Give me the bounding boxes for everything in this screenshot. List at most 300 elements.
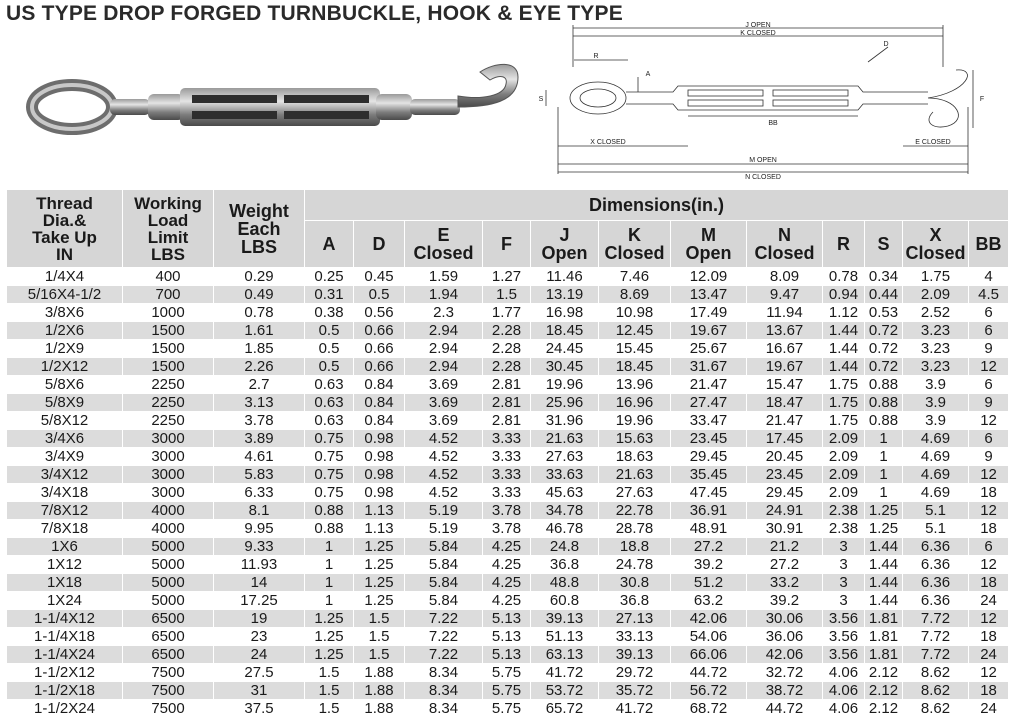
- table-cell: 6500: [123, 646, 214, 664]
- table-cell: 3: [823, 592, 865, 610]
- table-cell: 0.56: [354, 304, 405, 322]
- table-cell: 18: [969, 574, 1009, 592]
- table-cell: 27.47: [671, 394, 747, 412]
- table-cell: 27.63: [599, 484, 671, 502]
- table-cell: 3.56: [823, 628, 865, 646]
- table-cell: 3.78: [483, 520, 531, 538]
- table-cell: 25.67: [671, 340, 747, 358]
- table-cell: 1.75: [903, 268, 969, 286]
- table-cell: 39.2: [671, 556, 747, 574]
- table-cell: 1.88: [354, 664, 405, 682]
- turnbuckle-photo: [20, 62, 530, 162]
- table-cell: 6: [969, 430, 1009, 448]
- table-cell: 30.45: [531, 358, 599, 376]
- table-cell: 1.25: [354, 592, 405, 610]
- table-row: [7, 592, 1009, 610]
- table-cell: 4.69: [903, 430, 969, 448]
- table-cell: 48.8: [531, 574, 599, 592]
- label-j-open: J OPEN: [745, 22, 771, 29]
- table-cell: 34.78: [531, 502, 599, 520]
- table-cell: 9.95: [214, 520, 305, 538]
- header-working-load: Working Load Limit LBS: [123, 190, 214, 268]
- table-cell: 18: [969, 520, 1009, 538]
- label-a: A: [645, 71, 651, 78]
- table-cell: 31: [214, 682, 305, 700]
- table-cell: 24: [969, 646, 1009, 664]
- table-cell: 3: [823, 538, 865, 556]
- table-cell: 1.25: [354, 574, 405, 592]
- label-x-closed: X CLOSED: [590, 139, 626, 146]
- table-cell: 20.45: [747, 448, 823, 466]
- table-cell: 5.84: [405, 538, 483, 556]
- table-cell: 24.78: [599, 556, 671, 574]
- table-cell: 12: [969, 664, 1009, 682]
- table-cell: 1X24: [7, 592, 123, 610]
- table-cell: 8.34: [405, 700, 483, 718]
- table-cell: 1/2X6: [7, 322, 123, 340]
- table-cell: 33.47: [671, 412, 747, 430]
- label-f: F: [979, 96, 985, 103]
- table-cell: 5.13: [483, 628, 531, 646]
- table-cell: 10.98: [599, 304, 671, 322]
- table-cell: 0.5: [354, 286, 405, 304]
- table-row: [7, 520, 1009, 538]
- table-cell: 2.09: [823, 448, 865, 466]
- table-cell: 2.09: [903, 286, 969, 304]
- table-cell: 5.83: [214, 466, 305, 484]
- table-cell: 0.5: [305, 340, 354, 358]
- table-cell: 6500: [123, 628, 214, 646]
- table-cell: 44.72: [747, 700, 823, 718]
- table-cell: 6500: [123, 610, 214, 628]
- table-cell: 1.85: [214, 340, 305, 358]
- table-cell: 1.77: [483, 304, 531, 322]
- table-cell: 24: [969, 700, 1009, 718]
- table-cell: 35.45: [671, 466, 747, 484]
- table-cell: 1X12: [7, 556, 123, 574]
- header-dim-j: J Open: [531, 221, 599, 268]
- table-cell: 6.36: [903, 574, 969, 592]
- table-cell: 27.5: [214, 664, 305, 682]
- header-dim-s: S: [865, 221, 903, 268]
- table-cell: 1500: [123, 322, 214, 340]
- table-cell: 47.45: [671, 484, 747, 502]
- table-cell: 18.63: [599, 448, 671, 466]
- table-cell: 5.84: [405, 574, 483, 592]
- table-cell: 0.53: [865, 304, 903, 322]
- table-row: [7, 574, 1009, 592]
- table-cell: 19: [214, 610, 305, 628]
- table-cell: 15.45: [599, 340, 671, 358]
- table-cell: 11.46: [531, 268, 599, 286]
- header-dim-k: K Closed: [599, 221, 671, 268]
- table-cell: 1.5: [354, 646, 405, 664]
- table-cell: 2.7: [214, 376, 305, 394]
- table-cell: 3.23: [903, 322, 969, 340]
- table-cell: 4.69: [903, 448, 969, 466]
- table-cell: 36.91: [671, 502, 747, 520]
- table-cell: 18.45: [599, 358, 671, 376]
- table-cell: 3000: [123, 430, 214, 448]
- table-cell: 3000: [123, 484, 214, 502]
- table-cell: 4.25: [483, 538, 531, 556]
- table-cell: 3.69: [405, 412, 483, 430]
- table-cell: 48.91: [671, 520, 747, 538]
- table-cell: 16.98: [531, 304, 599, 322]
- spec-table: [6, 189, 1009, 718]
- table-cell: 4.52: [405, 448, 483, 466]
- table-cell: 3/8X6: [7, 304, 123, 322]
- table-cell: 1.5: [305, 664, 354, 682]
- table-cell: 12: [969, 358, 1009, 376]
- table-cell: 3/4X18: [7, 484, 123, 502]
- table-cell: 38.72: [747, 682, 823, 700]
- table-cell: 23.45: [747, 466, 823, 484]
- table-cell: 3.69: [405, 394, 483, 412]
- table-cell: 1: [305, 574, 354, 592]
- label-s: S: [538, 96, 544, 103]
- table-cell: 18: [969, 484, 1009, 502]
- table-cell: 4.25: [483, 574, 531, 592]
- table-cell: 13.67: [747, 322, 823, 340]
- table-cell: 1.44: [823, 322, 865, 340]
- table-cell: 1.44: [865, 556, 903, 574]
- table-cell: 12: [969, 556, 1009, 574]
- table-cell: 13.96: [599, 376, 671, 394]
- table-cell: 1.25: [354, 538, 405, 556]
- table-cell: 33.2: [747, 574, 823, 592]
- table-cell: 9.33: [214, 538, 305, 556]
- table-cell: 4.06: [823, 664, 865, 682]
- table-cell: 9.47: [747, 286, 823, 304]
- table-row: [7, 430, 1009, 448]
- table-cell: 7.22: [405, 610, 483, 628]
- table-cell: 31.67: [671, 358, 747, 376]
- table-cell: 28.78: [599, 520, 671, 538]
- table-cell: 1: [865, 448, 903, 466]
- table-cell: 68.72: [671, 700, 747, 718]
- table-cell: 12.45: [599, 322, 671, 340]
- table-cell: 3.33: [483, 466, 531, 484]
- table-cell: 3.56: [823, 646, 865, 664]
- table-cell: 1: [865, 430, 903, 448]
- header-dim-f: F: [483, 221, 531, 268]
- table-cell: 18.45: [531, 322, 599, 340]
- table-cell: 3000: [123, 448, 214, 466]
- table-cell: 15.63: [599, 430, 671, 448]
- table-cell: 2.3: [405, 304, 483, 322]
- table-cell: 8.69: [599, 286, 671, 304]
- page-title: US TYPE DROP FORGED TURNBUCKLE, HOOK & EYE TYPE: [6, 2, 623, 25]
- table-cell: 0.84: [354, 394, 405, 412]
- table-cell: 6: [969, 322, 1009, 340]
- table-cell: 21.47: [747, 412, 823, 430]
- table-cell: 12: [969, 502, 1009, 520]
- table-cell: 24.91: [747, 502, 823, 520]
- table-cell: 36.8: [531, 556, 599, 574]
- table-cell: 0.38: [305, 304, 354, 322]
- table-cell: 5.19: [405, 520, 483, 538]
- table-cell: 7.72: [903, 628, 969, 646]
- table-cell: 6.36: [903, 556, 969, 574]
- table-cell: 29.45: [671, 448, 747, 466]
- table-cell: 0.66: [354, 322, 405, 340]
- table-cell: 1.13: [354, 502, 405, 520]
- table-cell: 4.5: [969, 286, 1009, 304]
- table-cell: 9: [969, 340, 1009, 358]
- table-cell: 0.34: [865, 268, 903, 286]
- table-cell: 5/8X6: [7, 376, 123, 394]
- table-cell: 0.88: [305, 502, 354, 520]
- table-cell: 7500: [123, 700, 214, 718]
- table-cell: 18: [969, 682, 1009, 700]
- table-cell: 2250: [123, 394, 214, 412]
- table-cell: 3.23: [903, 340, 969, 358]
- table-cell: 4.52: [405, 484, 483, 502]
- table-cell: 0.66: [354, 358, 405, 376]
- table-cell: 27.2: [671, 538, 747, 556]
- table-cell: 11.93: [214, 556, 305, 574]
- table-cell: 2.38: [823, 520, 865, 538]
- table-cell: 21.2: [747, 538, 823, 556]
- table-cell: 3000: [123, 466, 214, 484]
- table-cell: 0.75: [305, 484, 354, 502]
- table-cell: 0.88: [865, 412, 903, 430]
- table-cell: 21.47: [671, 376, 747, 394]
- table-cell: 0.75: [305, 430, 354, 448]
- table-cell: 0.88: [305, 520, 354, 538]
- table-cell: 0.5: [305, 322, 354, 340]
- table-cell: 33.13: [599, 628, 671, 646]
- table-cell: 4.61: [214, 448, 305, 466]
- table-cell: 0.84: [354, 412, 405, 430]
- header-thread: Thread Dia.& Take Up IN: [7, 190, 123, 268]
- label-m-open: M OPEN: [749, 157, 777, 164]
- label-n-closed: N CLOSED: [745, 174, 781, 181]
- table-cell: 1-1/4X12: [7, 610, 123, 628]
- table-row: [7, 322, 1009, 340]
- table-cell: 1.25: [305, 628, 354, 646]
- table-cell: 3.9: [903, 412, 969, 430]
- table-cell: 5000: [123, 592, 214, 610]
- label-e-closed: E CLOSED: [915, 139, 951, 146]
- table-cell: 7.72: [903, 646, 969, 664]
- table-cell: 17.45: [747, 430, 823, 448]
- table-cell: 12.09: [671, 268, 747, 286]
- table-cell: 1.81: [865, 646, 903, 664]
- table-cell: 7.22: [405, 646, 483, 664]
- header-dim-m: M Open: [671, 221, 747, 268]
- table-cell: 0.63: [305, 376, 354, 394]
- header-dim-d: D: [354, 221, 405, 268]
- table-cell: 1.25: [305, 646, 354, 664]
- table-cell: 3.33: [483, 430, 531, 448]
- table-cell: 2.28: [483, 322, 531, 340]
- table-cell: 23: [214, 628, 305, 646]
- table-cell: 1: [865, 484, 903, 502]
- table-cell: 0.72: [865, 340, 903, 358]
- table-cell: 1.75: [823, 412, 865, 430]
- table-cell: 16.96: [599, 394, 671, 412]
- table-cell: 5000: [123, 574, 214, 592]
- table-cell: 1.5: [354, 610, 405, 628]
- table-cell: 13.19: [531, 286, 599, 304]
- table-row: [7, 340, 1009, 358]
- table-cell: 1-1/4X24: [7, 646, 123, 664]
- table-cell: 5.84: [405, 556, 483, 574]
- table-cell: 3.33: [483, 448, 531, 466]
- table-cell: 39.13: [531, 610, 599, 628]
- table-cell: 5000: [123, 556, 214, 574]
- table-row: [7, 466, 1009, 484]
- table-cell: 1.5: [354, 628, 405, 646]
- table-cell: 1.25: [354, 556, 405, 574]
- table-cell: 56.72: [671, 682, 747, 700]
- table-cell: 6: [969, 376, 1009, 394]
- table-cell: 3.78: [483, 502, 531, 520]
- table-cell: 0.98: [354, 430, 405, 448]
- table-cell: 13.47: [671, 286, 747, 304]
- table-cell: 23.45: [671, 430, 747, 448]
- table-cell: 39.13: [599, 646, 671, 664]
- table-cell: 5/16X4-1/2: [7, 286, 123, 304]
- header-dim-a: A: [305, 221, 354, 268]
- table-cell: 3/4X9: [7, 448, 123, 466]
- table-cell: 0.5: [305, 358, 354, 376]
- table-cell: 60.8: [531, 592, 599, 610]
- table-cell: 8.62: [903, 682, 969, 700]
- table-cell: 1.12: [823, 304, 865, 322]
- table-cell: 8.09: [747, 268, 823, 286]
- table-cell: 1500: [123, 358, 214, 376]
- table-cell: 4000: [123, 520, 214, 538]
- table-cell: 35.72: [599, 682, 671, 700]
- table-cell: 4.52: [405, 430, 483, 448]
- table-cell: 700: [123, 286, 214, 304]
- table-cell: 3.9: [903, 376, 969, 394]
- table-cell: 37.5: [214, 700, 305, 718]
- table-cell: 6.36: [903, 538, 969, 556]
- table-cell: 19.96: [599, 412, 671, 430]
- table-cell: 8.1: [214, 502, 305, 520]
- table-cell: 29.45: [747, 484, 823, 502]
- table-cell: 1.5: [305, 700, 354, 718]
- table-row: [7, 610, 1009, 628]
- table-row: [7, 502, 1009, 520]
- table-row: [7, 484, 1009, 502]
- table-cell: 5/8X9: [7, 394, 123, 412]
- table-cell: 18: [969, 628, 1009, 646]
- table-cell: 21.63: [599, 466, 671, 484]
- table-cell: 22.78: [599, 502, 671, 520]
- table-cell: 1-1/2X24: [7, 700, 123, 718]
- table-cell: 19.67: [747, 358, 823, 376]
- table-cell: 1.44: [865, 574, 903, 592]
- table-cell: 5.19: [405, 502, 483, 520]
- table-cell: 29.72: [599, 664, 671, 682]
- table-cell: 1.25: [865, 520, 903, 538]
- table-cell: 12: [969, 610, 1009, 628]
- table-cell: 51.13: [531, 628, 599, 646]
- table-cell: 4.06: [823, 682, 865, 700]
- table-cell: 1.44: [865, 538, 903, 556]
- table-cell: 8.62: [903, 664, 969, 682]
- table-cell: 1: [305, 592, 354, 610]
- table-cell: 2.26: [214, 358, 305, 376]
- table-cell: 1.94: [405, 286, 483, 304]
- table-cell: 42.06: [671, 610, 747, 628]
- table-cell: 15.47: [747, 376, 823, 394]
- table-cell: 11.94: [747, 304, 823, 322]
- table-row: [7, 268, 1009, 286]
- table-cell: 27.2: [747, 556, 823, 574]
- table-cell: 1.25: [865, 502, 903, 520]
- table-cell: 0.88: [865, 376, 903, 394]
- table-cell: 24: [969, 592, 1009, 610]
- table-cell: 1X6: [7, 538, 123, 556]
- table-cell: 2.94: [405, 358, 483, 376]
- table-cell: 1.25: [305, 610, 354, 628]
- table-cell: 3.23: [903, 358, 969, 376]
- table-cell: 7.22: [405, 628, 483, 646]
- table-cell: 4.25: [483, 592, 531, 610]
- table-cell: 44.72: [671, 664, 747, 682]
- table-cell: 0.49: [214, 286, 305, 304]
- table-cell: 7.46: [599, 268, 671, 286]
- table-cell: 1.44: [823, 358, 865, 376]
- table-cell: 3/4X6: [7, 430, 123, 448]
- table-cell: 2.12: [865, 700, 903, 718]
- table-cell: 4000: [123, 502, 214, 520]
- table-cell: 1X18: [7, 574, 123, 592]
- table-cell: 5.84: [405, 592, 483, 610]
- table-cell: 1.81: [865, 610, 903, 628]
- header-dim-r: R: [823, 221, 865, 268]
- table-cell: 41.72: [599, 700, 671, 718]
- table-cell: 3.78: [214, 412, 305, 430]
- table-cell: 6: [969, 538, 1009, 556]
- table-cell: 0.88: [865, 394, 903, 412]
- table-cell: 39.2: [747, 592, 823, 610]
- table-cell: 1.44: [865, 592, 903, 610]
- table-cell: 1.27: [483, 268, 531, 286]
- table-cell: 4.25: [483, 556, 531, 574]
- table-cell: 21.63: [531, 430, 599, 448]
- table-cell: 0.63: [305, 412, 354, 430]
- table-cell: 9: [969, 394, 1009, 412]
- table-cell: 1.44: [823, 340, 865, 358]
- table-cell: 18.47: [747, 394, 823, 412]
- table-cell: 5.13: [483, 610, 531, 628]
- table-cell: 14: [214, 574, 305, 592]
- table-cell: 3.56: [823, 610, 865, 628]
- table-cell: 1000: [123, 304, 214, 322]
- table-cell: 36.06: [747, 628, 823, 646]
- table-cell: 3.69: [405, 376, 483, 394]
- table-cell: 1/2X9: [7, 340, 123, 358]
- label-r: R: [593, 53, 599, 60]
- table-cell: 63.2: [671, 592, 747, 610]
- table-cell: 5/8X12: [7, 412, 123, 430]
- table-cell: 8.62: [903, 700, 969, 718]
- table-row: [7, 682, 1009, 700]
- table-cell: 5.13: [483, 646, 531, 664]
- table-cell: 5.75: [483, 664, 531, 682]
- table-cell: 2.09: [823, 466, 865, 484]
- table-cell: 6: [969, 304, 1009, 322]
- label-k-closed: K CLOSED: [740, 30, 776, 37]
- table-cell: 30.06: [747, 610, 823, 628]
